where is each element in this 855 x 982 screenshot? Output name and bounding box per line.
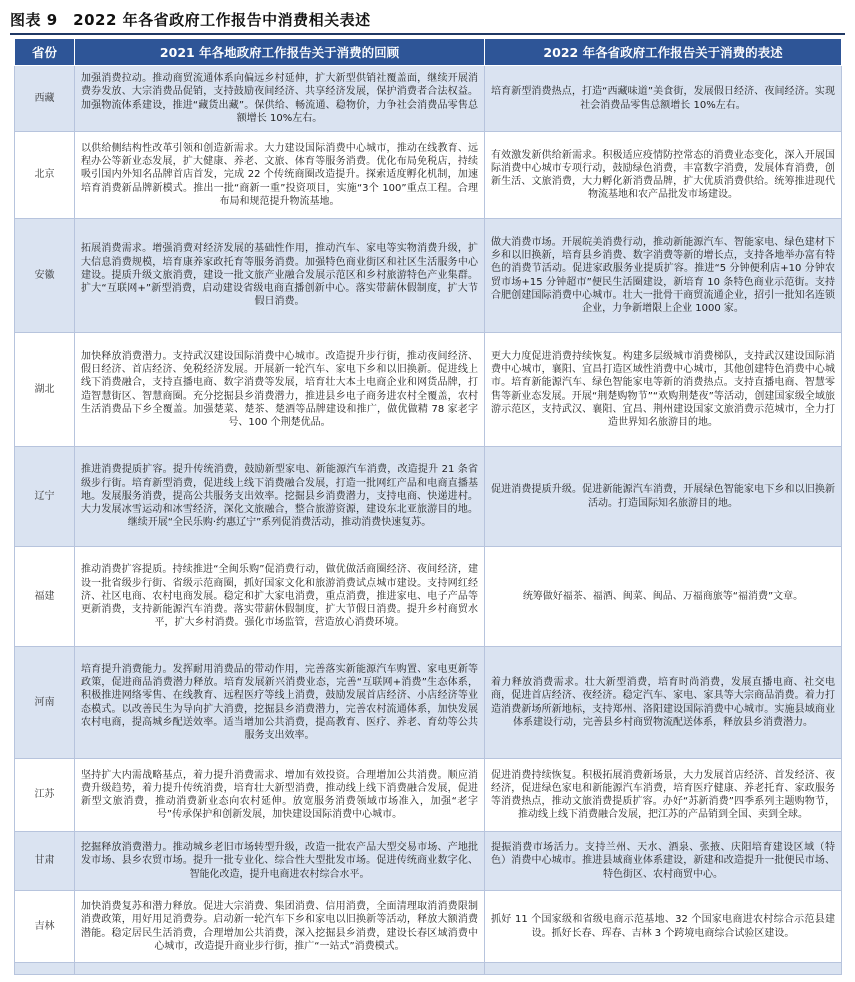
empty-cell	[75, 963, 485, 975]
province-cell: 湖北	[15, 333, 75, 447]
review-cell: 推进消费提质扩容。提升传统消费，鼓励新型家电、新能源汽车消费，改造提升 21 条省级步行街。培育新型消费，促进线上线下消费融合发展，打造一批网红产品和电商直播基地。发展服务消费，提高公共服务支出效率。挖掘县乡消费潜力，支持电商、快递进村。大力发展冰雪运动和冰雪经济，深化文旅融合，整合旅游资源，建设东北亚旅游目的地。继续开展“全民乐购·约惠辽宁”系列促消费活动，推动消费快速复苏。	[75, 447, 485, 547]
plan-cell: 培育新型消费热点，打造“西藏味道”美食街，发展假日经济、夜间经济。实现社会消费品零售总额增长 10%左右。	[485, 66, 842, 132]
empty-cell	[485, 963, 842, 975]
province-cell: 福建	[15, 547, 75, 647]
review-cell: 以供给侧结构性改革引领和创造新需求。大力建设国际消费中心城市，推动在线教育、远程办公等新业态发展，扩大健康、养老、文旅、体育等服务消费。优化布局免税店，持续吸引国内外知名品牌首店首发，完成 22 个传统商圈改造提升。探索适度孵化机制，加速培育消费新品牌新模式。推出一批“商新一重”投资项目，实施“3个 100”重点工程。合理布局和规范提升物流基地。	[75, 132, 485, 219]
review-cell: 挖掘释放消费潜力。推动城乡老旧市场转型升级，改造一批农产品大型交易市场、产地批发市场、县乡农贸市场。提升一批专业化、综合性大型批发市场。促进传统商业数字化、智能化改造，提升电商进农村综合水平。	[75, 832, 485, 891]
province-cell: 安徽	[15, 219, 75, 333]
table-row	[15, 219, 842, 333]
plan-cell: 有效激发新供给新需求。积极适应疫情防控常态的消费业态变化，深入开展国际消费中心城市专项行动，鼓励绿色消费，丰富数字消费，发展体育消费，创新生活、文旅消费，大力孵化新消费品牌，扩大优质消费供给。统筹推进现代物流基地和农产品批发市场建设。	[485, 132, 842, 219]
review-cell: 加强消费拉动。推动商贸流通体系向偏远乡村延伸，扩大新型供销社覆盖面，继续开展消费券发放、大宗消费品促销，支持鼓励夜间经济、共享经济发展，保护消费者合法权益。加强物流体系建设，推进“藏货出藏”。保供给、畅流通、稳物价，力争社会消费品零售总额增长 10%左右。	[75, 66, 485, 132]
plan-cell: 更大力度促进消费持续恢复。构建多层级城市消费梯队，支持武汉建设国际消费中心城市，襄阳、宜昌打造区域性消费中心城市，其他创建特色消费中心城市。培育新能源汽车、绿色智能家电等新的消费热点。支持直播电商、智慧零售等新业态发展。开展“荆楚购物节”“欢购荆楚夜”等活动，创建国家级全域旅游示范区，支持武汉、襄阳、宜昌、荆州建设国家文旅消费示范城市，全力打造世界知名旅游目的地。	[485, 333, 842, 447]
plan-cell: 促进消费持续恢复。积极拓展消费新场景，大力发展首店经济、首发经济、夜经济，促进绿色家电和新能源汽车消费，培育医疗健康、养老托育、家政服务等消费热点，推动文旅消费提质扩容。办好“苏新消费”四季系列主题购物节，推动线上线下消费融合发展，把江苏的产品销到全国、卖到全球。	[485, 759, 842, 832]
review-cell: 培育提升消费能力。发挥耐用消费品的带动作用，完善落实新能源汽车购置、家电更新等政策，促进商品消费潜力释放。培育发展新兴消费业态，完善“互联网+消费”生态体系，积极推进网络零售、在线教育、远程医疗等线上消费，鼓励发展首店经济、小店经济等业态模式。以改善民生为导向扩大消费，挖掘县乡消费潜力，完善农村流通体系，加快发展农村电商，提高城乡配送效率。适当增加公共消费，提高教育、医疗、养老、育幼等公共服务支出效率。	[75, 647, 485, 759]
table-row	[15, 891, 842, 963]
plan-cell: 提振消费市场活力。支持兰州、天水、酒泉、张掖、庆阳培育建设区域（特色）消费中心城市。推进县域商业体系建设，新建和改造提升一批便民市场、特色街区、农村商贸中心。	[485, 832, 842, 891]
table-header-row	[15, 39, 842, 66]
column-header-2022-plan: 2022 年各省政府工作报告关于消费的表述	[485, 39, 842, 66]
province-cell: 河南	[15, 647, 75, 759]
review-cell: 加快消费复苏和潜力释放。促进大宗消费、集团消费、信用消费，全面清理取消消费限制消费政策，用好用足消费券。启动新一轮汽车下乡和家电以旧换新等活动，释放大额消费潜能。稳定居民生活消费，合理增加公共消费，深入挖掘县乡消费，建设长春区域消费中心城市，改造提升商业步行街，推广“一站式”消费模式。	[75, 891, 485, 963]
province-cell: 北京	[15, 132, 75, 219]
column-header-province: 省份	[15, 39, 75, 66]
empty-cell	[15, 963, 75, 975]
table-row	[15, 447, 842, 547]
review-cell: 加快释放消费潜力。支持武汉建设国际消费中心城市。改造提升步行街，推动夜间经济、假日经济、首店经济、免税经济发展。开展新一轮汽车、家电下乡和以旧换新。促进线上线下消费融合，支持直播电商、数字消费等发展，培育壮大本土电商企业和网货品牌，打造智慧街区、智慧商圈。充分挖掘县乡消费潜力，推进县乡电子商务进农村全覆盖，农村生活消费品下乡全覆盖。加强楚菜、楚茶、楚酒等品牌建设和推广，做优做精 78 家老字号、100 个荆楚优品。	[75, 333, 485, 447]
figure-title-bar	[10, 6, 845, 32]
review-cell: 坚持扩大内需战略基点，着力提升消费需求、增加有效投资。合理增加公共消费。顺应消费升级趋势，着力提升传统消费，培育壮大新型消费，推动线上线下消费融合发展，促进新型文旅消费，推动消费新业态向农村延伸。放宽服务消费领域市场准入，加强“老字号”传承保护和创新发展，加快建设国际消费中心城市。	[75, 759, 485, 832]
table-row	[15, 66, 842, 132]
column-header-2021-review: 2021 年各地政府工作报告关于消费的回顾	[75, 39, 485, 66]
province-cell: 西藏	[15, 66, 75, 132]
table-row	[15, 832, 842, 891]
title-divider	[10, 33, 845, 35]
table-row	[15, 132, 842, 219]
province-cell: 辽宁	[15, 447, 75, 547]
plan-cell: 做大消费市场。开展皖美消费行动，推动新能源汽车、智能家电、绿色建材下乡和以旧换新，培育县乡消费、数字消费等新的增长点，支持各地举办富有特色的消费节活动。促进家政服务业提质扩容。推进“5 分钟便利店+10 分钟农贸市场+15 分钟超市”便民生活圈建设，新培育 10 条特色商业示范街。支持合肥创建国际消费中心城市。壮大一批骨干商贸流通企业，招引一批知名连锁企业，力争新增限上企业 1000 家。	[485, 219, 842, 333]
plan-cell: 促进消费提质升级。促进新能源汽车消费，开展绿色智能家电下乡和以旧换新活动。打造国际知名旅游目的地。	[485, 447, 842, 547]
table-row	[15, 647, 842, 759]
plan-cell: 统筹做好福茶、福酒、闽菜、闽品、万福商旅等“福消费”文章。	[485, 547, 842, 647]
table-row-cut-off	[15, 963, 842, 975]
province-cell: 甘肃	[15, 832, 75, 891]
consumption-policy-table	[14, 38, 842, 975]
table-row	[15, 547, 842, 647]
review-cell: 拓展消费需求。增强消费对经济发展的基础性作用，推动汽车、家电等实物消费升级，扩大信息消费规模，培育康养家政托育等服务消费。加强特色商业街区和社区生活服务中心建设。提质升级文旅消费，建设一批文旅产业融合发展示范区和乡村旅游特色产业集群。扩大“互联网+”新型消费，启动建设省级电商直播创新中心。落实带薪休假制度，扩大节假日消费。	[75, 219, 485, 333]
plan-cell: 抓好 11 个国家级和省级电商示范基地、32 个国家电商进农村综合示范县建设。抓好长春、珲春、吉林 3 个跨境电商综合试验区建设。	[485, 891, 842, 963]
table-row	[15, 333, 842, 447]
plan-cell: 着力释放消费需求。壮大新型消费，培育时尚消费，发展直播电商、社交电商，促进首店经济、夜经济。稳定汽车、家电、家具等大宗商品消费。着力打造消费新场所新地标，支持郑州、洛阳建设国际消费中心城市。实施县域商业体系建设行动，完善县乡村商贸物流配送体系，释放县乡消费潜力。	[485, 647, 842, 759]
table-row	[15, 759, 842, 832]
province-cell: 江苏	[15, 759, 75, 832]
review-cell: 推动消费扩容提质。持续推进“全闽乐购”促消费行动，做优做活商圈经济、夜间经济，建设一批省级步行街、省级示范商圈，抓好国家文化和旅游消费试点城市建设。支持网红经济、社区电商、农村电商发展。稳定和扩大家电消费，重点消费，推进家电、电子产品等更新消费，支持新能源汽车消费。落实带薪休假制度，扩大节假日消费。提升乡村商贸水平，扩大乡村消费。强化市场监管，营造放心消费环境。	[75, 547, 485, 647]
province-cell: 吉林	[15, 891, 75, 963]
figure-title: 图表 9 2022 年各省政府工作报告中消费相关表述	[10, 10, 371, 29]
